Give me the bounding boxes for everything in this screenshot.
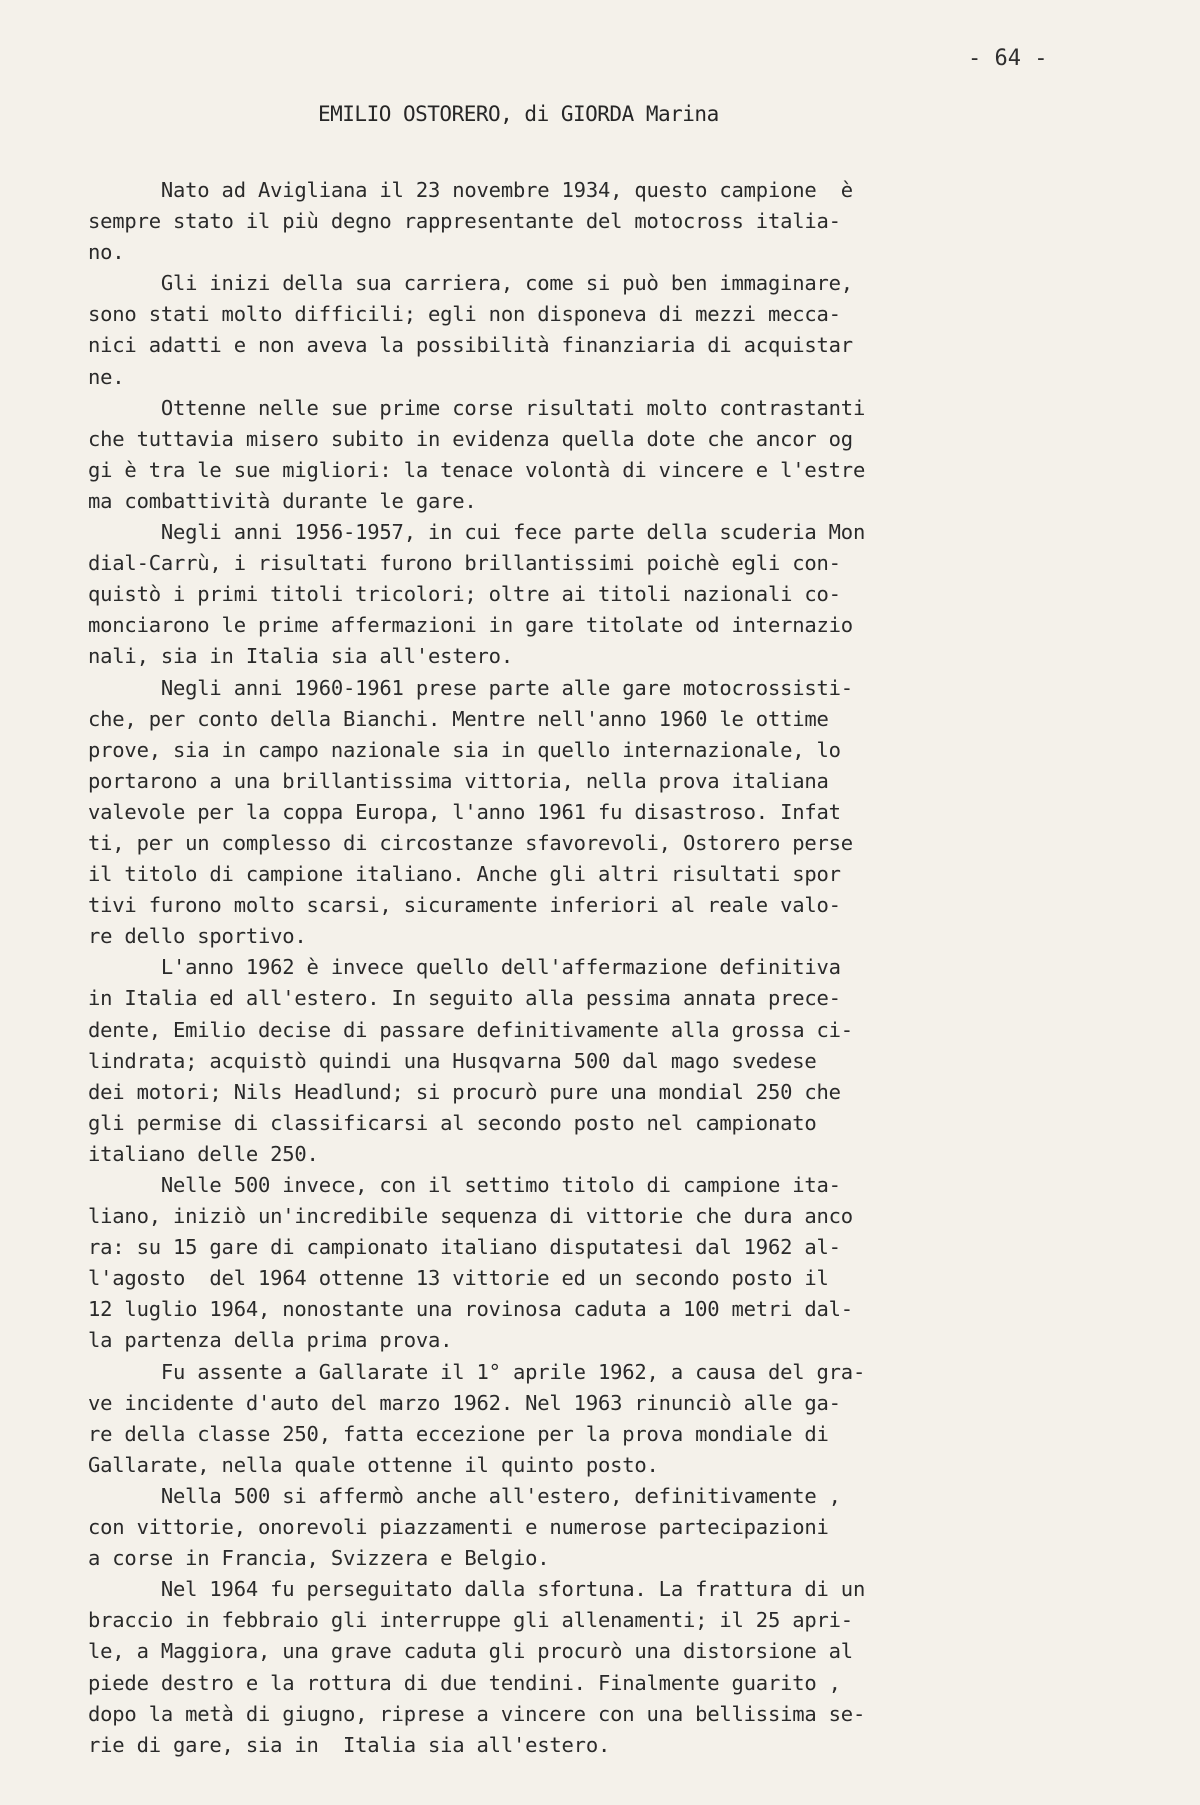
text-line: gli permise di classificarsi al secondo posto nel campionato <box>88 1110 817 1135</box>
text-line: Fu assente a Gallarate il 1° aprile 1962, a causa del gra- <box>88 1359 866 1384</box>
text-line: con vittorie, onorevoli piazzamenti e numerose partecipazioni <box>88 1515 829 1540</box>
text-line: in Italia ed all'estero. In seguito alla pessima annata prece- <box>88 986 841 1011</box>
text-line: Gli inizi della sua carriera, come si può ben immaginare, <box>88 271 853 296</box>
text-line: sono stati molto difficili; egli non disponeva di mezzi mecca- <box>88 302 841 327</box>
text-line: le, a Maggiora, una grave caduta gli procurò una distorsione al <box>88 1639 853 1664</box>
text-line: nici adatti e non aveva la possibilità finanziaria di acquistar <box>88 333 853 358</box>
document-title: EMILIO OSTORERO, di GIORDA Marina <box>318 102 719 126</box>
text-line: re dello sportivo. <box>88 924 307 949</box>
text-line: valevole per la coppa Europa, l'anno 1961 fu disastroso. Infat <box>88 799 841 824</box>
text-line: 12 luglio 1964, nonostante una rovinosa caduta a 100 metri dal- <box>88 1297 853 1322</box>
text-line: Negli anni 1960-1961 prese parte alle gare motocrossisti- <box>88 675 853 700</box>
text-line: lindrata; acquistò quindi una Husqvarna 500 dal mago svedese <box>88 1048 817 1073</box>
text-line: la partenza della prima prova. <box>88 1328 453 1353</box>
text-line: dei motori; Nils Headlund; si procurò pure una mondial 250 che <box>88 1079 841 1104</box>
text-line: piede destro e la rottura di due tendini. Finalmente guarito , <box>88 1670 841 1695</box>
page-number: - 64 - <box>968 46 1048 71</box>
text-line: quistò i primi titoli tricolori; oltre ai titoli nazionali co- <box>88 582 841 607</box>
text-line: italiano delle 250. <box>88 1141 319 1166</box>
text-line: ve incidente d'auto del marzo 1962. Nel 1963 rinunciò alle ga- <box>88 1390 841 1415</box>
text-line: rie di gare, sia in Italia sia all'estero. <box>88 1732 611 1757</box>
text-line: ma combattività durante le gare. <box>88 488 477 513</box>
text-line: Ottenne nelle sue prime corse risultati molto contrastanti <box>88 395 866 420</box>
text-line: dial-Carrù, i risultati furono brillantissimi poichè egli con- <box>88 551 841 576</box>
text-line: dopo la metà di giugno, riprese a vincere con una bellissima se- <box>88 1701 866 1726</box>
text-line: monciarono le prime affermazioni in gare titolate od internazio <box>88 613 853 638</box>
text-line: Nelle 500 invece, con il settimo titolo di campione ita- <box>88 1173 841 1197</box>
text-line: sempre stato il più degno rappresentante del motocross italia- <box>88 209 841 234</box>
text-line: braccio in febbraio gli interruppe gli allenamenti; il 25 apri- <box>88 1608 853 1633</box>
text-line: Gallarate, nella quale ottenne il quinto posto. <box>88 1452 659 1477</box>
text-line: Negli anni 1956-1957, in cui fece parte della scuderia Mon <box>88 520 866 545</box>
text-line: Nel 1964 fu perseguitato dalla sfortuna. La frattura di un <box>88 1577 866 1602</box>
text-line: re della classe 250, fatta eccezione per la prova mondiale di <box>88 1421 829 1446</box>
text-line: Nato ad Avigliana il 23 novembre 1934, questo campione è <box>88 178 853 202</box>
text-line: ne. <box>88 364 125 389</box>
body-text <box>88 175 1128 1761</box>
text-line: che, per conto della Bianchi. Mentre nell'anno 1960 le ottime <box>88 706 829 731</box>
text-line: L'anno 1962 è invece quello dell'affermazione definitiva <box>88 955 841 980</box>
text-line: tivi furono molto scarsi, sicuramente inferiori al reale valo- <box>88 893 841 918</box>
text-line: il titolo di campione italiano. Anche gli altri risultati spor <box>88 862 841 887</box>
text-line: l'agosto del 1964 ottenne 13 vittorie ed un secondo posto il <box>88 1266 829 1291</box>
text-line: ra: su 15 gare di campionato italiano disputatesi dal 1962 al- <box>88 1235 841 1260</box>
text-line: liano, iniziò un'incredibile sequenza di vittorie che dura anco <box>88 1204 853 1229</box>
text-line: nali, sia in Italia sia all'estero. <box>88 644 513 669</box>
text-line: gi è tra le sue migliori: la tenace volontà di vincere e l'estre <box>88 457 866 482</box>
text-line: no. <box>88 240 125 265</box>
text-line: Nella 500 si affermò anche all'estero, definitivamente , <box>88 1483 841 1508</box>
text-line: dente, Emilio decise di passare definitivamente alla grossa ci- <box>88 1017 853 1042</box>
text-line: che tuttavia misero subito in evidenza quella dote che ancor og <box>88 426 853 451</box>
text-line: ti, per un complesso di circostanze sfavorevoli, Ostorero perse <box>88 830 853 855</box>
text-line: a corse in Francia, Svizzera e Belgio. <box>88 1546 550 1571</box>
text-line: portarono a una brillantissima vittoria, nella prova italiana <box>88 768 829 793</box>
text-line: prove, sia in campo nazionale sia in quello internazionale, lo <box>88 737 841 762</box>
